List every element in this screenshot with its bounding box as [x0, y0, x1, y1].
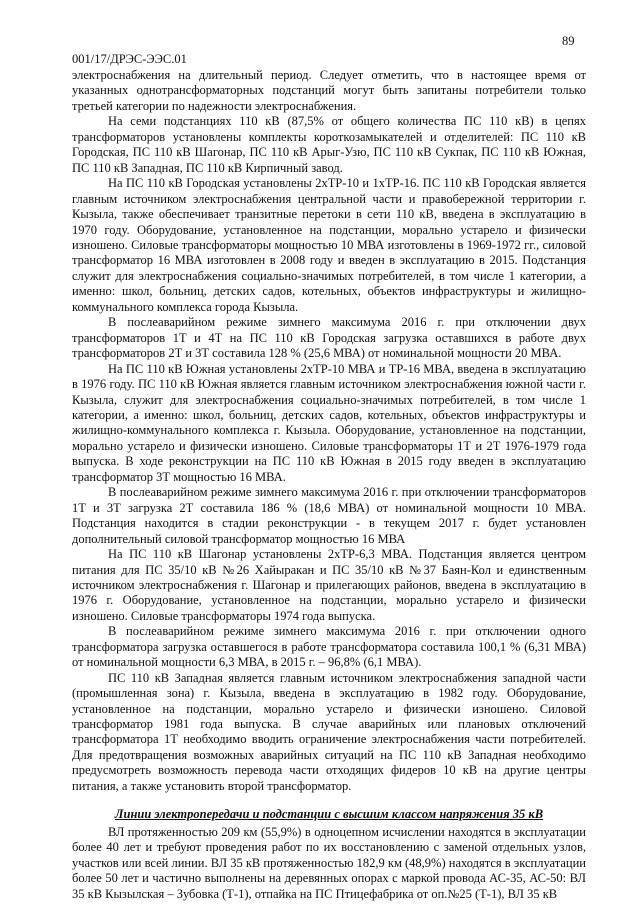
section-heading: Линии электропередачи и подстанции с высшим классом напряжения 35 кВ: [114, 807, 544, 822]
paragraph: В послеаварийном режиме зимнего максимума 2016 г. при отключении двух трансформаторов 1Т и 4Т на ПС 110 кВ Городская загрузка оставшихся в работе двух трансформаторов 2Т и 3Т составила 128 % (25,6 МВА) от номинальной мощности 20 МВА.: [72, 315, 586, 361]
paragraph: ВЛ протяженностью 209 км (55,9%) в одноцепном исчислении находятся в эксплуатации более 40 лет и требуют проведения работ по их восстановлению с заменой отдельных узлов, участков или всей линии. ВЛ 35 кВ протяженностью 182,9 км (48,9%) находятся в эксплуатации более 50 лет и частично выполнены на деревянных опорах с маркой провода АС-35, АС-50: ВЛ 35 кВ Кызылская – Зубовка (Т-1), отпайка на ПС Птицефабрика от оп.№25 (Т-1), ВЛ 35 кВ: [72, 824, 586, 901]
paragraph: На ПС 110 кВ Южная установлены 2хТР-10 МВА и ТР-16 МВА, введена в эксплуатацию в 1976 году. ПС 110 кВ Южная является главным источником электроснабжения южной части г. Кызыла, служит для электроснабжения социально-значимых потребителей, в том числе 1 категории, а именно: школ, больниц, детских садов, котельных, объектов инфраструктуры и жилищно-коммунального комплекса г. Кызыла. Оборудование, установленное на подстанции, морально устарело и физически изношено. Силовые трансформаторы 1Т и 2Т 1976-1979 года выпуска. В ходе реконструкции на ПС 110 кВ Южная в 2015 году введен в эксплуатацию трансформатор 3Т мощностью 16 МВА.: [72, 361, 586, 484]
paragraph: На ПС 110 кВ Шагонар установлены 2хТР-6,3 МВА. Подстанция является центром питания для ПС 35/10 кВ №26 Хайыракан и ПС 35/10 кВ №37 Баян-Кол и единственным источником электроснабжения г. Шагонар и прилегающих районов, введена в эксплуатацию в 1976 г. Оборудование, установленное на подстанции, морально устарело и физически изношено. Силовые трансформаторы 1974 года выпуска.: [72, 547, 586, 623]
paragraph: ПС 110 кВ Западная является главным источником электроснабжения западной части (промышленная зона) г. Кызыла, введена в эксплуатацию в 1982 году. Оборудование, установленное на подстанции, морально устарело и физически изношено. Силовой трансформатор 1981 года выпуска. В случае аварийных или плановых отключений трансформатора 1Т необходимо вводить ограничение электроснабжения части потребителей. Для предотвращения возможных аварийных ситуаций на ПС 110 кВ Западная необходимо предусмотреть возможность перевода части отходящих фидеров 10 кВ на другие центры питания, а также установить второй трансформатор.: [72, 670, 586, 793]
document-code: 001/17/ДРЭС-ЭЭС.01: [72, 52, 187, 66]
paragraph: На ПС 110 кВ Городская установлены 2хТР-10 и 1хТР-16. ПС 110 кВ Городская является главным источником электроснабжения центральной части и правобережной территории г. Кызыла, также обеспечивает транзитные перетоки в сети 110 кВ, введена в эксплуатацию в 1970 году. Оборудование, установленное на подстанции, морально устарело и физически изношено. Силовые трансформаторы мощностью 10 МВА изготовлены в 1969-1972 гг., силовой трансформатор 16 МВА изготовлен в 2008 году и введен в эксплуатацию в 2015. Подстанция служит для электроснабжения социально-значимых потребителей, в том числе 1 категории, а именно: школ, больниц, детских садов, котельных, объектов инфраструктуры и жилищно-коммунального комплекса города Кызыла.: [72, 176, 586, 314]
paragraph: В послеаварийном режиме зимнего максимума 2016 г. при отключении трансформаторов 1Т и 3Т загрузка 2Т составила 186 % (18,6 МВА) от номинальной мощности 10 МВА. Подстанция находится в стадии реконструкции - в текущем 2017 г. будет установлен дополнительный силовой трансформатор мощностью 16 МВА: [72, 485, 586, 546]
paragraph: электроснабжения на длительный период. Следует отметить, что в настоящее время от указанных однотрансформаторных подстанций могут быть запитаны потребители только третьей категории по надежности электроснабжения.: [72, 68, 586, 113]
document-body: [72, 68, 586, 902]
paragraph: В послеаварийном режиме зимнего максимума 2016 г. при отключении одного трансформатора загрузка оставшегося в работе трансформатора составила 100,1 % (6,31 МВА) от номинальной мощности 6,3 МВА, в 2015 г. – 96,8% (6,1 МВА).: [72, 624, 586, 670]
page-number: 89: [562, 34, 575, 48]
paragraph: На семи подстанциях 110 кВ (87,5% от общего количества ПС 110 кВ) в цепях трансформаторов установлены комплекты короткозамыкателей и отделителей: ПС 110 кВ Городская, ПС 110 кВ Шагонар, ПС 110 кВ Арыг-Узю, ПС 110 кВ Сукпак, ПС 110 кВ Южная, ПС 110 кВ Западная, ПС 110 кВ Кирпичный завод.: [72, 114, 586, 175]
